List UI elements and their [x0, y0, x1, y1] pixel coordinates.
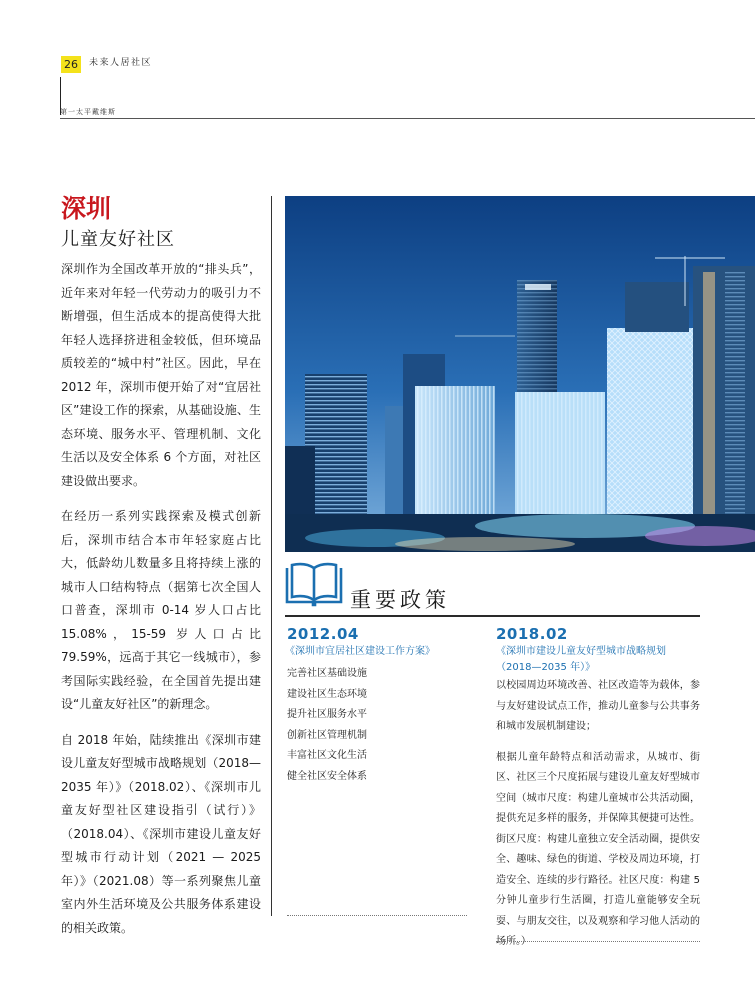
body-paragraph: 自 2018 年始，陆续推出《深圳市建设儿童友好型城市战略规划（2018—2035 年）》（2018.02）、《深圳市儿童友好型社区建设指引（试行）》（2018.04）、《深圳市建设儿童友好型城市行动计划（2021 — 2025 年）》（2021.08）等一系列聚焦儿童室内外生活环境及公共服务体系建设的相关政策。	[61, 732, 261, 935]
body-paragraph: 在经历一系列实践探索及模式创新后，深圳市结合本市年轻家庭占比大，低龄幼儿数量多且将持续上涨的城市人口结构特点（据第七次全国人口普查，深圳市 0-14 岁人口占比 15.08%，15-59 岁人口占比 79.59%，远高于其它一线城市），参考国际实践经验，在全国首先提出建设“儿童友好社区”的新理念。	[61, 509, 261, 711]
section-label: 第一太平戴维斯	[60, 108, 116, 116]
policy-document-title: 《深圳市宜居社区建设工作方案》	[285, 646, 435, 657]
column-divider	[271, 196, 272, 916]
policy-divider	[285, 615, 700, 617]
body-paragraph: 深圳作为全国改革开放的“排头兵”，近年来对年轻一代劳动力的吸引力不断增强，但生活成本的提高使得大批年轻人选择挤进租金较低，但环境品质较差的“城中村”社区。因此，早在 2012 年，深圳市便开始了对“宜居社区”建设工作的探索，从基础设施、生态环境、服务水平、管理机制、文化生活以及安全体系 6 个方面，对社区建设做出要求。	[61, 262, 261, 488]
book-icon	[285, 562, 343, 608]
list-item: 丰富社区文化生活	[287, 750, 367, 761]
policy-description	[496, 676, 700, 963]
policy-document-title: （2018—2035 年）》	[496, 662, 596, 673]
policy-year: 2018.02	[496, 625, 568, 643]
running-title: 未来人居社区	[89, 58, 153, 68]
policy-paragraph: 根据儿童年龄特点和活动需求，从城市、街区、社区三个尺度拓展与建设儿童友好型城市空间（城市尺度：构建儿童城市公共活动圈，提供充足多样的服务，并保障其便捷可达性。街区尺度：构建儿童独立安全活动圈，提供安全、趣味、绿色的街道、学校及周边环境，打造安全、连续的步行路径。社区尺度：构建 5 分钟儿童步行生活圈，打造儿童能够安全玩耍、与朋友交往，以及观察和学习他人活动的场所。）	[496, 751, 700, 947]
section-divider	[60, 118, 755, 119]
policy-year: 2012.04	[287, 625, 359, 643]
skyline-photo	[285, 196, 755, 552]
list-item: 建设社区生态环境	[287, 688, 367, 700]
city-title: 深圳	[61, 194, 112, 223]
dotted-divider	[287, 915, 467, 916]
list-item: 创新社区管理机制	[287, 729, 367, 741]
article-body	[61, 258, 261, 952]
policy-document-title: 《深圳市建设儿童友好型城市战略规划	[496, 646, 666, 657]
list-item: 完善社区基础设施	[287, 668, 367, 679]
list-item: 健全社区安全体系	[287, 770, 367, 782]
page-number: 26	[61, 56, 81, 73]
article-subtitle: 儿童友好社区	[61, 229, 175, 250]
policy-paragraph: 以校园周边环境改善、社区改造等为载体，参与友好建设试点工作，推动儿童参与公共事务和城市发展机制建设；	[496, 680, 700, 732]
policy-item-list	[287, 664, 367, 787]
list-item: 提升社区服务水平	[287, 709, 367, 720]
dotted-divider	[496, 941, 700, 942]
policy-heading: 重要政策	[350, 588, 450, 612]
